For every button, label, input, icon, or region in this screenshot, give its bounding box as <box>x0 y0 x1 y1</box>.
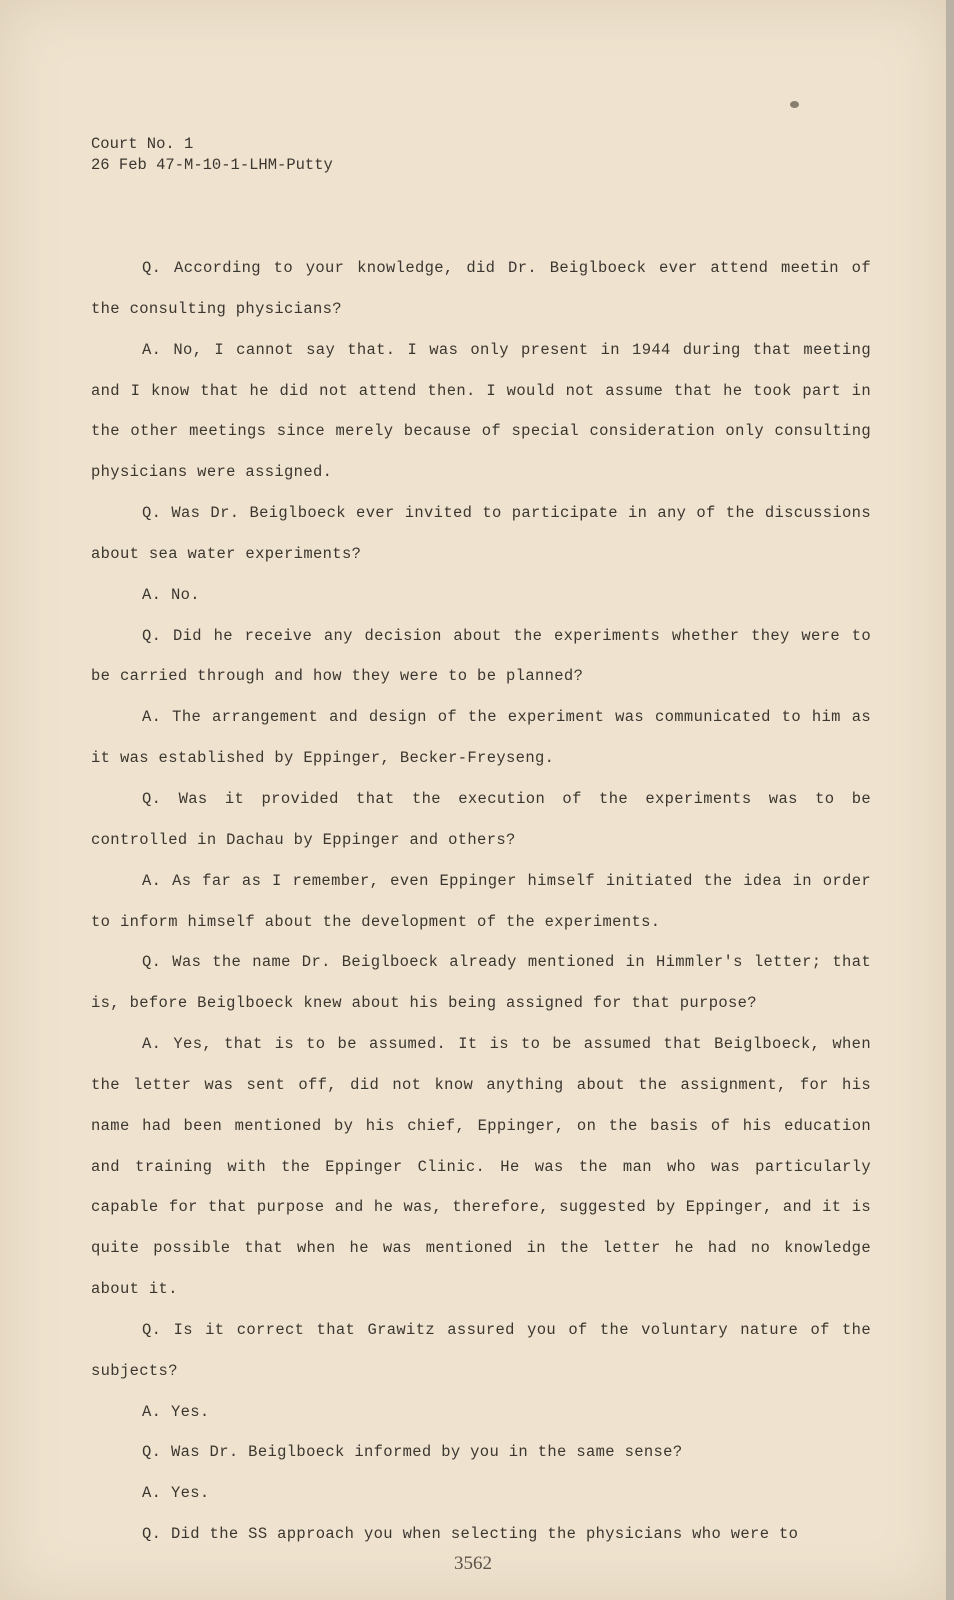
page-edge <box>946 0 954 1600</box>
answer-paragraph: A. As far as I remember, even Eppinger himself initiated the idea in order to inform himself about the development of the experiments. <box>91 871 871 931</box>
ink-smudge <box>790 101 799 108</box>
question-paragraph: Q. Was it provided that the execution of the experiments was to be controlled in Dachau by Eppinger and others? <box>91 789 871 849</box>
answer-paragraph: A. The arrangement and design of the experiment was communicated to him as it was established by Eppinger, Becker-Freyseng. <box>91 708 871 768</box>
answer-paragraph: A. Yes. <box>142 1484 210 1503</box>
testimony-body <box>91 248 871 1555</box>
question-paragraph: Q. Was Dr. Beiglboeck ever invited to participate in any of the discussions about sea water experiments? <box>91 504 871 563</box>
document-header <box>91 134 333 176</box>
answer-paragraph: A. No. <box>142 585 200 604</box>
answer-paragraph: A. No, I cannot say that. I was only present in 1944 during that meeting and I know that he did not attend then. I would not assume that he took part in the other meetings since merely because of special consideration only consulting physicians were assigned. <box>91 340 871 482</box>
question-paragraph: Q. Did the SS approach you when selecting the physicians who were to <box>142 1525 799 1544</box>
page-number: 3562 <box>454 1553 492 1574</box>
answer-paragraph: A. Yes. <box>142 1402 210 1421</box>
question-paragraph: Q. Was Dr. Beiglboeck informed by you in the same sense? <box>142 1443 683 1462</box>
question-paragraph: Q. Did he receive any decision about the experiments whether they were to be carried through and how they were to be planned? <box>91 626 871 686</box>
document-reference: 26 Feb 47-M-10-1-LHM-Putty <box>91 156 333 174</box>
question-paragraph: Q. Was the name Dr. Beiglboeck already mentioned in Himmler's letter; that is, before Beiglboeck knew about his being assigned for that purpose? <box>91 953 871 1013</box>
question-paragraph: Q. Is it correct that Grawitz assured you of the voluntary nature of the subjects? <box>91 1320 871 1380</box>
question-paragraph: Q. According to your knowledge, did Dr. Beiglboeck ever attend meetin of the consulting physicians? <box>91 259 871 318</box>
court-number: Court No. 1 <box>91 135 194 153</box>
answer-paragraph: A. Yes, that is to be assumed. It is to be assumed that Beiglboeck, when the letter was sent off, did not know anything about the assignment, for his name had been mentioned by his chief, Eppinger, on the basis of his education and training with the Eppinger Clinic. He was the man who was particularly capable for that purpose and he was, therefore, suggested by Eppinger, and it is quite possible that when he was mentioned in the letter he had no knowledge about it. <box>91 1035 871 1299</box>
